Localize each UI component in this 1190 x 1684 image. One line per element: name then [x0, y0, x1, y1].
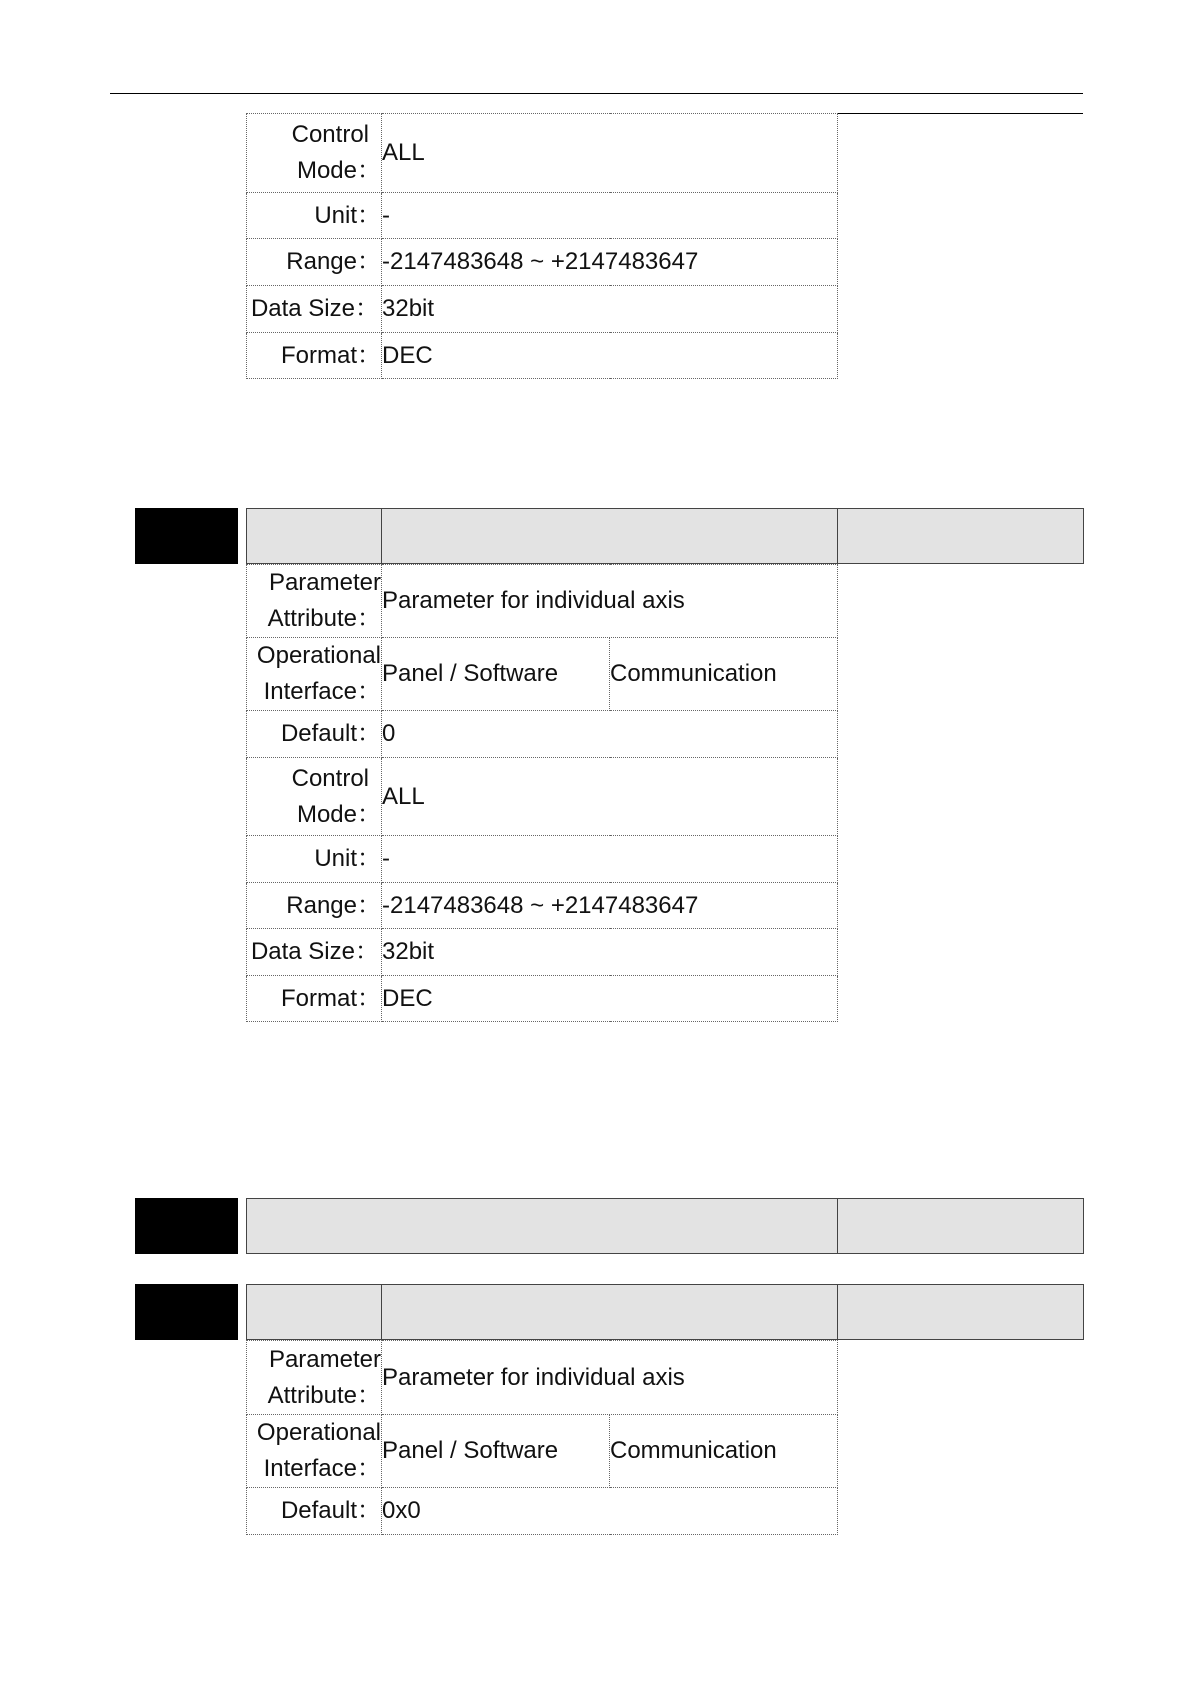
label-line: Attribute：: [267, 1381, 381, 1409]
table-row: [247, 929, 838, 976]
default-label: Default：: [247, 1488, 382, 1535]
table-row: [247, 286, 838, 333]
default-value: 0x0: [382, 1488, 838, 1535]
parameter-attribute-label: [247, 565, 382, 638]
table-row: [247, 565, 838, 638]
group-header-bar: [246, 1198, 1084, 1254]
table-row: [247, 114, 838, 193]
table-row: [247, 883, 838, 929]
unit-value: -: [382, 836, 838, 883]
unit-value: -: [382, 193, 838, 239]
header-cell: [246, 508, 382, 564]
parameter-attribute-value: Parameter for individual axis: [382, 565, 838, 638]
label-line: Operational: [256, 1419, 381, 1446]
control-mode-value: ALL: [382, 114, 838, 193]
interface-communication-value: Communication: [610, 638, 838, 711]
control-mode-label: [247, 758, 382, 836]
label-line: Parameter: [268, 1345, 381, 1373]
table-row: [247, 836, 838, 883]
table-row: [247, 239, 838, 286]
range-label: Range：: [247, 239, 382, 286]
format-value: DEC: [382, 976, 838, 1022]
data-size-label: Data Size：: [247, 929, 382, 976]
header-cell: [246, 1198, 838, 1254]
interface-panel-value: Panel / Software: [382, 1415, 610, 1488]
header-cell: [838, 1198, 1084, 1254]
label-line: Interface：: [263, 1455, 381, 1482]
label-line: Operational: [256, 642, 381, 669]
table-row: [247, 1415, 838, 1488]
label-line: Control: [291, 764, 369, 792]
table-row: [247, 193, 838, 239]
default-label: Default：: [247, 711, 382, 758]
group-code-block: [135, 1198, 238, 1254]
label-line: Interface：: [263, 678, 381, 705]
parameter-table-2: [246, 564, 838, 1022]
parameter-attribute-label: [247, 1341, 382, 1415]
label-line: Mode：: [296, 800, 381, 828]
parameter-table-1: [246, 113, 838, 379]
parameter-table-3: [246, 1340, 838, 1535]
default-value: 0: [382, 711, 838, 758]
table-row: [247, 758, 838, 836]
unit-label: Unit：: [247, 193, 382, 239]
header-cell: [838, 508, 1084, 564]
header-cell: [838, 1284, 1084, 1340]
parameter-code-block: [135, 508, 238, 564]
interface-panel-value: Panel / Software: [382, 638, 610, 711]
label-line: Parameter: [268, 569, 381, 596]
data-size-label: Data Size：: [247, 286, 382, 333]
parameter-attribute-value: Parameter for individual axis: [382, 1341, 838, 1415]
parameter-header-bar: [246, 508, 1084, 564]
control-mode-value: ALL: [382, 758, 838, 836]
table-row: [247, 638, 838, 711]
format-value: DEC: [382, 333, 838, 379]
range-label: Range：: [247, 883, 382, 929]
parameter-header-bar: [246, 1284, 1084, 1340]
interface-communication-value: Communication: [610, 1415, 838, 1488]
header-cell: [382, 1284, 838, 1340]
label-line: Mode：: [296, 157, 381, 184]
table-row: [247, 333, 838, 379]
data-size-value: 32bit: [382, 929, 838, 976]
format-label: Format：: [247, 976, 382, 1022]
table-row: [247, 711, 838, 758]
format-label: Format：: [247, 333, 382, 379]
page-top-rule: [110, 93, 1083, 94]
table-row: [247, 1488, 838, 1535]
range-value: -2147483648 ~ +2147483647: [382, 239, 838, 286]
label-line: Attribute：: [267, 605, 381, 632]
table-row: [247, 1341, 838, 1415]
table-row: [247, 976, 838, 1022]
right-header-rule: [838, 113, 1083, 114]
header-cell: [246, 1284, 382, 1340]
operational-interface-label: [247, 638, 382, 711]
control-mode-label: [247, 114, 382, 193]
label-line: Control: [291, 121, 369, 148]
data-size-value: 32bit: [382, 286, 838, 333]
header-cell: [382, 508, 838, 564]
unit-label: Unit：: [247, 836, 382, 883]
range-value: -2147483648 ~ +2147483647: [382, 883, 838, 929]
parameter-code-block: [135, 1284, 238, 1340]
operational-interface-label: [247, 1415, 382, 1488]
